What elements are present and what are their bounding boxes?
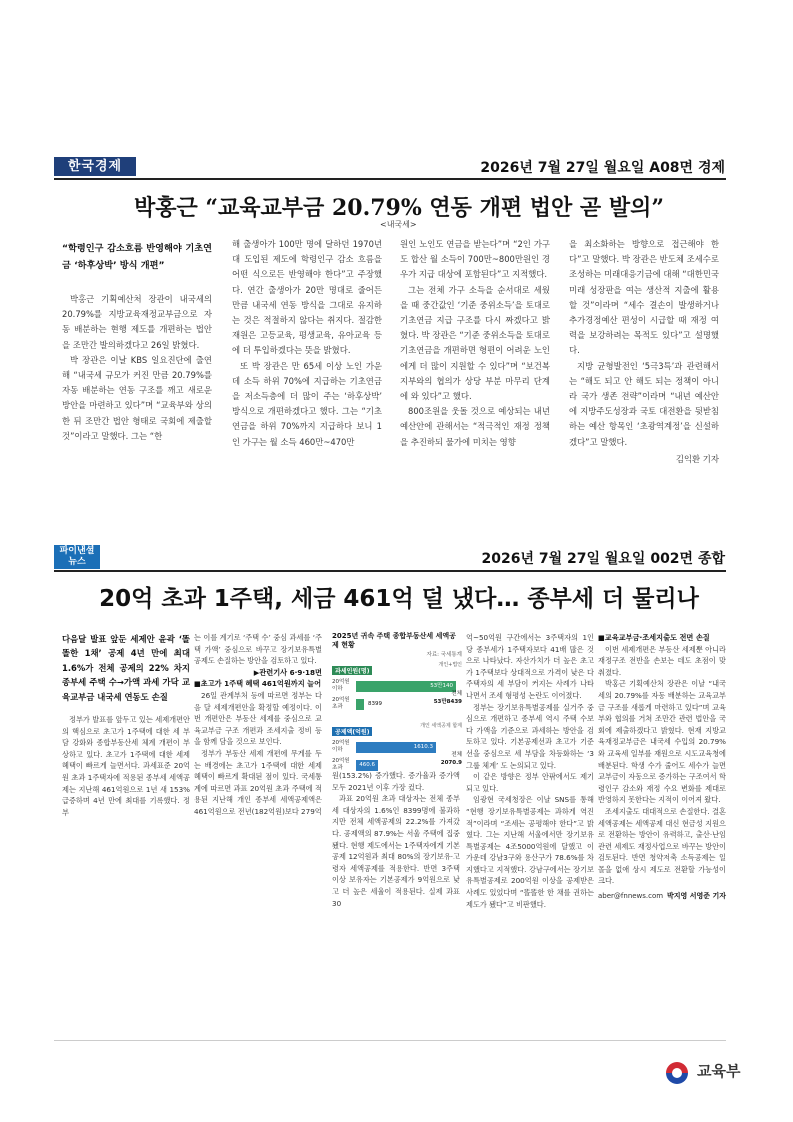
paragraph: 정부가 발표를 앞두고 있는 세제개편안의 핵심으로 초고가 1주택에 대한 세 부담 강화와 종합부동산세 체계 개편이 부상하고 있다. 초고가 1주택에 대한 세제 혜택이 빠르게 늘면서다. 과세표준 20억원 초과 1주택자에 적용된 종부세 세액공제는 지난해 461억원으로 1년 새 153% 급증하며 4년 만에 최대를 기록했다. 정부 bbox=[62, 715, 190, 817]
total-value: 53만8439 bbox=[433, 699, 462, 705]
article1-rule bbox=[54, 178, 726, 180]
related-articles: ▶관련기사 6·9·18면 bbox=[253, 667, 322, 677]
total-label: 전체 bbox=[451, 752, 462, 758]
paragraph: 800조원을 웃돌 것으로 예상되는 내년 예산안에 관해서는 “적극적인 재정 정책을 추진하되 물가에 미치는 영향 bbox=[400, 406, 550, 447]
article1-column-4 bbox=[569, 237, 719, 467]
paragraph: 26일 관계부처 등에 따르면 정부는 다음 달 세제개편안을 확정할 예정이다. 이번 개편안은 부동산 세제를 중심으로 교육교부금 구조 개편과 조세지출 정비 등을 함께 담을 것으로 보인다. bbox=[194, 690, 322, 747]
paragraph: 이 같은 방향은 정부 안팎에서도 제기되고 있다. bbox=[466, 772, 594, 793]
newspaper-logo-hankyung: 한국경제 bbox=[54, 157, 136, 176]
paragraph: 그는 전체 가구 소득을 순서대로 세웠을 때 중간값인 ‘기준 중위소득’을 토대로 기초연금 지급 구조를 다시 짜겠다고 밝혔다. 박 장관은 “기준 중위소득을 토대로 기초연금을 개편하면 형편이 어려운 노인에게 더 많이 지원할 수 있다”며 “보건복지부와의 협의가 상당 부분 마무리 단계에 와 있다”고 했다. bbox=[400, 284, 550, 402]
article2-byline bbox=[598, 891, 726, 903]
article1-headline: 박홍근 “교육교부금 20.79% 연동 개편 법안 곧 발의” bbox=[133, 195, 664, 221]
section-note: 개인+법인 bbox=[438, 662, 462, 668]
infographic-title: 2025년 귀속 주택 종합부동산세 세액공제 현황 bbox=[332, 632, 456, 649]
article1-subhead: “학령인구 감소흐름 반영해야 기초연금 ‘하후상박’ 방식 개편” bbox=[62, 243, 212, 271]
paragraph: 박홍근 기획예산처 장관은 이날 “내국세의 20.79%를 자동 배분하는 교육교부금 구조를 새롭게 마련하고 있다”며 교육부와 협의를 거쳐 조만간 관련 법안을 국회에 제출하겠다고 밝혔다. 현재 지방교육재정교부금은 내국세 수입의 20.79%와 교육세 일부를 재원으로 시도교육청에 배분된다. 학생 수가 줄어도 세수가 늘면 교부금이 자동으로 증가하는 구조여서 학령인구 감소와 재정 수요 변화를 제대로 반영하지 못한다는 지적이 이어져 왔다. bbox=[598, 679, 726, 805]
infographic bbox=[332, 632, 462, 771]
paragraph: 이번 세제개편은 부동산 세제뿐 아니라 재정구조 전반을 손보는 데도 초점이 맞춰졌다. bbox=[598, 644, 726, 677]
total-value: 2070.9 bbox=[440, 760, 462, 766]
newspaper-logo-fnnews bbox=[54, 545, 100, 569]
paragraph: 정부가 부동산 세제 개편에 무게를 두는 배경에는 초고가 1주택에 대한 세제 혜택이 빠르게 확대된 점이 있다. 국세통계에 따르면 과표 20억원 초과 주택에 적용된 지난해 개인 종부세 세액공제액은 461억원으로 전년(182억원)보다 279억 bbox=[194, 748, 322, 816]
paragraph: 박홍근 기획예산처 장관이 내국세의 20.79%를 지방교육재정교부금으로 자동 배분하는 현행 제도를 개편하는 법안을 조만간 발의하겠다고 26일 밝혔다. bbox=[62, 294, 212, 350]
paragraph: 지방 균형발전인 ‘5극3특’과 관련해서는 “해도 되고 안 해도 되는 정책이 아니라 국가 생존 전략”이라며 “내년 예산안에 지방주도성장과 국토 대전환을 뒷받침하는 예산 항목인 ‘초광역계정’을 신설하겠다”고 말했다. bbox=[569, 360, 719, 447]
bar-value: 8399 bbox=[368, 701, 382, 707]
paragraph: 억~50억원 구간에서는 3주택자의 1인당 종부세가 1주택자보다 41배 많은 것으로 나타났다. 자산가치가 더 높은 초고가 1주택보다 상대적으로 가격이 낮은 다주택자의 세 부담이 커지는 사례가 나타나면서 조세 형평성 논란도 이어졌다. bbox=[466, 633, 594, 700]
row-label: 20억원 초과 bbox=[332, 758, 350, 771]
paragraph: 을 최소화하는 방향으로 접근해야 한다”고 말했다. 박 장관은 반도체 조세수로 조성하는 미래대응기금에 대해 “대한민국 미래 성장판을 여는 생산적 지출에 활용할 것”이라며 “세수 결손이 발생하거나 추가경정예산 편성이 시급할 때 재정 여력을 보강하려는 목적도 있다”고 설명했다. bbox=[569, 239, 719, 356]
article2-column-5 bbox=[598, 632, 726, 903]
section-note: 개인 세액공제 합계 bbox=[420, 723, 462, 729]
logo-line-1: 파이낸셜 bbox=[59, 546, 95, 556]
article1-column-2 bbox=[232, 237, 382, 450]
paragraph: 조세지출도 대대적으로 손질한다. 결혼세액공제는 세액공제 대신 현금성 지원으로 전환하는 방안이 유력하고, 출산·난임 관련 세제도 재정사업으로 바꾸는 방안이 검토된다. 반면 청약저축 소득공제는 일몰을 없애 상시 제도로 전환할 가능성이 크다. bbox=[598, 806, 726, 886]
bar: 53만140 bbox=[356, 681, 456, 692]
paragraph: 또 박 장관은 만 65세 이상 노인 가운데 소득 하위 70%에 지급하는 기초연금을 저소득층에 더 많이 주는 ‘하후상박’ 방식으로 개편하겠다고 했다. 그는 “기초연금을 하위 70%까지 지급하다 보니 1인 가구는 월 소득 460만~470만 bbox=[232, 360, 382, 447]
ministry-name: 교육부 bbox=[697, 1062, 741, 1080]
footer-rule bbox=[54, 1040, 726, 1041]
byline-email: aber@fnnews.com bbox=[598, 892, 664, 901]
paragraph: 원인 노인도 연금을 받는다”며 “2인 가구도 합산 월 소득이 700만~800만원인 경우가 지급 대상에 포함된다”고 지적했다. bbox=[400, 239, 550, 280]
article1-byline: 김익환 기자 bbox=[675, 453, 719, 464]
article2-column-4 bbox=[466, 632, 594, 910]
article1-source-tag: <내국세> bbox=[380, 220, 417, 229]
byline-reporters: 박지영 서영준 기자 bbox=[667, 892, 726, 901]
article1-column-3 bbox=[400, 237, 550, 450]
bar: 460.6 bbox=[356, 760, 378, 771]
section-label-deduction: 공제액(억원) bbox=[332, 727, 372, 736]
paragraph: 과표 20억원 초과 대상자는 전체 종부세 대상자의 1.6%인 8399명에 불과하지만 전체 세액공제의 22.2%를 가져갔다. 공제액의 87.9%는 서울 주택에 집중됐다. 현행 제도에서는 1주택자에게 기본공제 12억원과 최대 80%의 장기보유·고령자 세액공제를 적용한다. 반면 3주택 이상 보유자는 기본공제가 9억원으로 낮고 더 높은 세율이 적용된다. 실제 과표 30 bbox=[332, 794, 460, 908]
row-label: 20억원 초과 bbox=[332, 697, 350, 710]
infographic-row bbox=[332, 679, 462, 695]
article2-subhead: 다음달 발표 앞둔 세제안 윤곽 ‘똘똘한 1채’ 공제 4년 만에 최대 1.6%가 전체 공제의 22% 차지 종부세 주택 수→가액 과세 가닥 교육교부금 내국세 연동도 손질 bbox=[62, 634, 190, 702]
paragraph: 박 장관은 이날 KBS 일요진단에 출연해 “내국세 규모가 커진 만큼 20.79%를 자동 배분하는 연동 구조를 깨고 새로운 방안을 마련하고 있다”며 “교육부와 상의한 뒤 조만간 법안 형태로 국회에 제출할 것”이라고 말했다. 그는 “한 bbox=[62, 354, 212, 441]
total-label: 전체 bbox=[451, 691, 462, 697]
paragraph: 는 이를 계기로 ‘주택 수’ 중심 과세를 ‘주택 가액’ 중심으로 바꾸고 장기보유특별공제도 손질하는 방안을 검토하고 있다. bbox=[194, 633, 322, 666]
infographic-source: 자료: 국세통계 bbox=[426, 652, 462, 658]
paragraph: 원(153.2%) 증가했다. 증가율과 증가액 모두 2021년 이후 가장 컸다. bbox=[332, 771, 460, 792]
article2-column-1 bbox=[62, 632, 190, 818]
ministry-emblem-icon bbox=[663, 1059, 691, 1087]
article2-headline: 20억 초과 1주택, 세금 461억 덜 냈다… 종부세 더 물리나 bbox=[99, 586, 699, 612]
row-label: 20억원 이하 bbox=[332, 740, 350, 753]
section-label-taxpayers: 과세인원(명) bbox=[332, 666, 372, 675]
article1-column-1 bbox=[62, 240, 212, 444]
article2-column-2 bbox=[194, 632, 322, 818]
logo-line-2: 뉴스 bbox=[68, 557, 86, 567]
paragraph: 해 출생아가 100만 명에 달하던 1970년대 도입된 제도에 학령인구 감소 흐름을 어떤 식으로든 반영해야 한다”고 주장했다. 연간 출생아가 20만 명대로 줄어든 만큼 내국세 연동 방식을 그대로 유지하는 것은 적절하지 않다는 취지다. 절감한 재원은 고등교육, 평생교육, 유아교육 등에 더 투입하겠다는 뜻을 밝혔다. bbox=[232, 239, 382, 356]
bar: 1610.3 bbox=[356, 742, 436, 753]
infographic-row bbox=[332, 691, 462, 713]
infographic-row bbox=[332, 740, 462, 756]
section-heading: ■초고가 1주택 혜택 461억원까지 늘어 bbox=[194, 679, 322, 689]
paragraph: 정부는 장기보유특별공제를 실거주 중심으로 개편하고 종부세 역시 주택 수보다 가액을 기준으로 과세하는 방안을 검토하고 있다. 기본공제선과 초고가 기준선을 중심으로 세 부담을 차등화하는 ‘3그룹 체계’ 도 논의되고 있다. bbox=[466, 702, 594, 770]
article1-dateline: 2026년 7월 27일 월요일 A08면 경제 bbox=[480, 160, 725, 176]
bar bbox=[356, 699, 364, 710]
row-label: 20억원 이하 bbox=[332, 679, 350, 692]
article2-column-3 bbox=[332, 770, 460, 909]
article2-dateline: 2026년 7월 27일 월요일 002면 종합 bbox=[481, 551, 725, 567]
paragraph: 임광현 국세청장은 이날 SNS를 통해 “현행 장기보유특별공제는 과하게 역진적”이라며 “조세는 공평해야 한다”고 밝혔다. 그는 지난해 서울에서만 장기보유특별공제는 4조5000억원에 달했고 이 가운데 강남3구와 용산구가 78.6%를 차지했다고 지적했다. 강남구에서는 장기보유특별공제로 200억원 이상을 공제받은 사례도 있었다며 “똘똘한 한 채를 권하는 제도가 됐다”고 비판했다. bbox=[466, 795, 594, 909]
section-heading: ■교육교부금·조세지출도 전면 손질 bbox=[598, 633, 710, 642]
article2-rule bbox=[54, 570, 726, 572]
